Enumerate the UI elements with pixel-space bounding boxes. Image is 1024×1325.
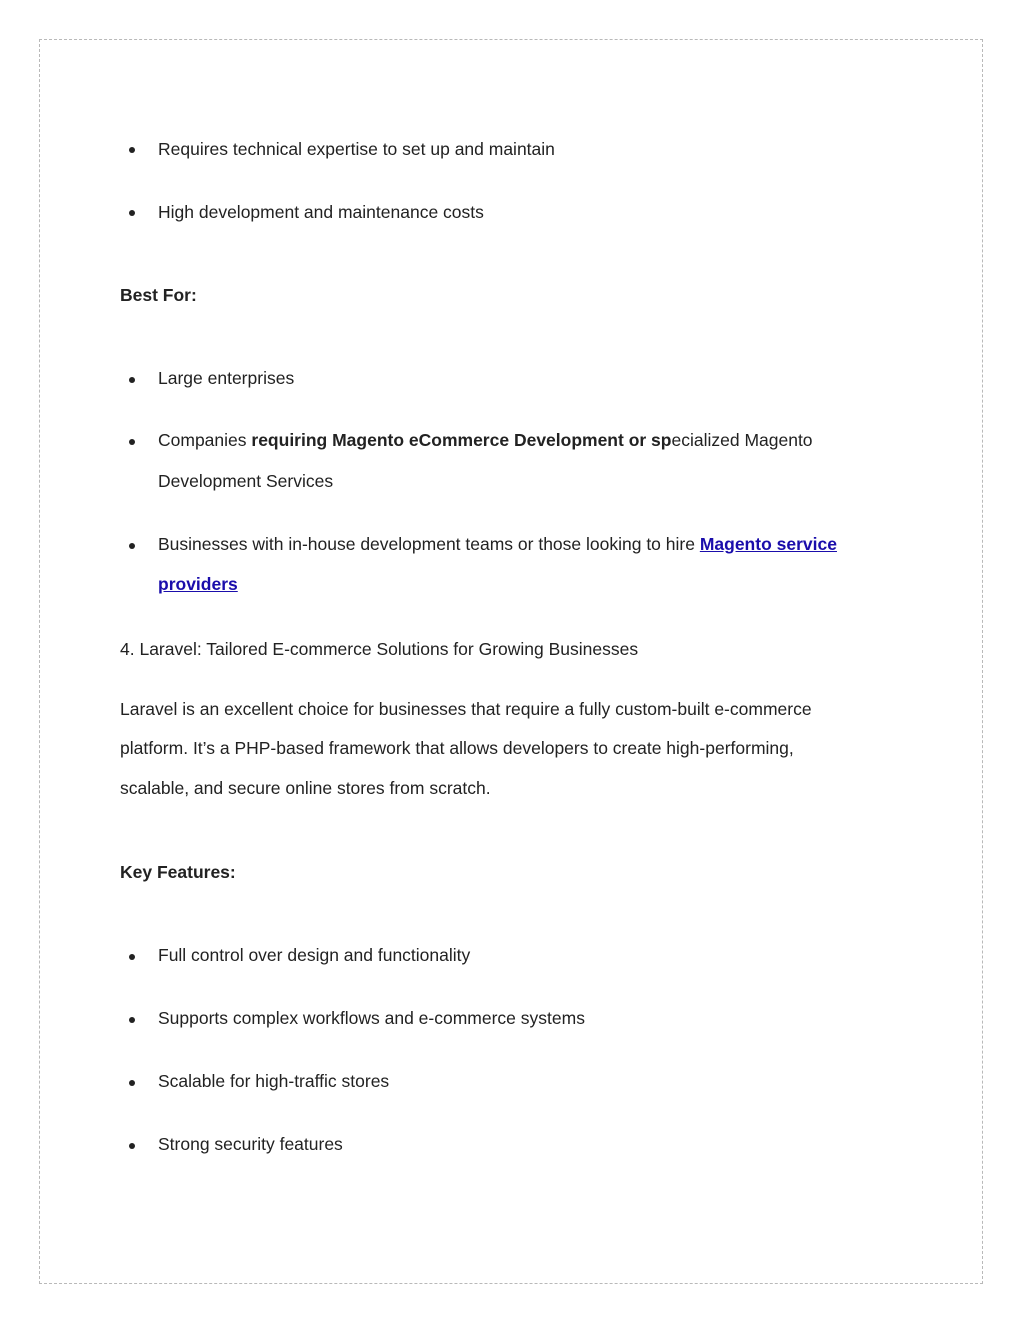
paragraph-line: platform. It’s a PHP-based framework that allows developers to create high-performing, [120, 738, 794, 758]
list-item: Requires technical expertise to set up and maintain [158, 139, 555, 159]
magento-service-providers-link[interactable]: providers [158, 574, 238, 594]
bullet-icon [129, 1017, 135, 1023]
list-item-continuation: Development Services [158, 471, 334, 491]
list-item-text: Companies [158, 430, 252, 450]
bullet-icon [129, 954, 135, 960]
paragraph-line: Laravel is an excellent choice for businesses that require a fully custom-built e-commerce [120, 699, 812, 719]
list-item: Scalable for high-traffic stores [158, 1071, 390, 1091]
best-for-heading: Best For: [120, 285, 197, 305]
bullet-icon [129, 147, 135, 153]
bullet-icon [129, 377, 135, 383]
bullet-icon [129, 1143, 135, 1149]
bullet-icon [129, 439, 135, 445]
list-item [158, 533, 837, 555]
list-item: Large enterprises [158, 368, 295, 388]
list-item-bold-text: requiring Magento eCommerce Development or sp [251, 430, 672, 450]
bullet-icon [129, 543, 135, 549]
list-item [158, 429, 813, 451]
list-item: High development and maintenance costs [158, 202, 484, 222]
list-item-text: ecialized Magento [671, 430, 813, 450]
section-title: 4. Laravel: Tailored E-commerce Solutions for Growing Businesses [120, 639, 639, 659]
list-item-continuation [158, 573, 238, 595]
list-item-text: Businesses with in-house development teams or those looking to hire [158, 534, 700, 554]
bullet-icon [129, 210, 135, 216]
list-item: Strong security features [158, 1134, 343, 1154]
key-features-heading: Key Features: [120, 862, 236, 882]
bullet-icon [129, 1080, 135, 1086]
paragraph-line: scalable, and secure online stores from scratch. [120, 778, 491, 798]
magento-service-providers-link[interactable]: Magento service [699, 534, 837, 554]
list-item: Full control over design and functionality [158, 945, 471, 965]
list-item: Supports complex workflows and e-commerce systems [158, 1008, 585, 1028]
